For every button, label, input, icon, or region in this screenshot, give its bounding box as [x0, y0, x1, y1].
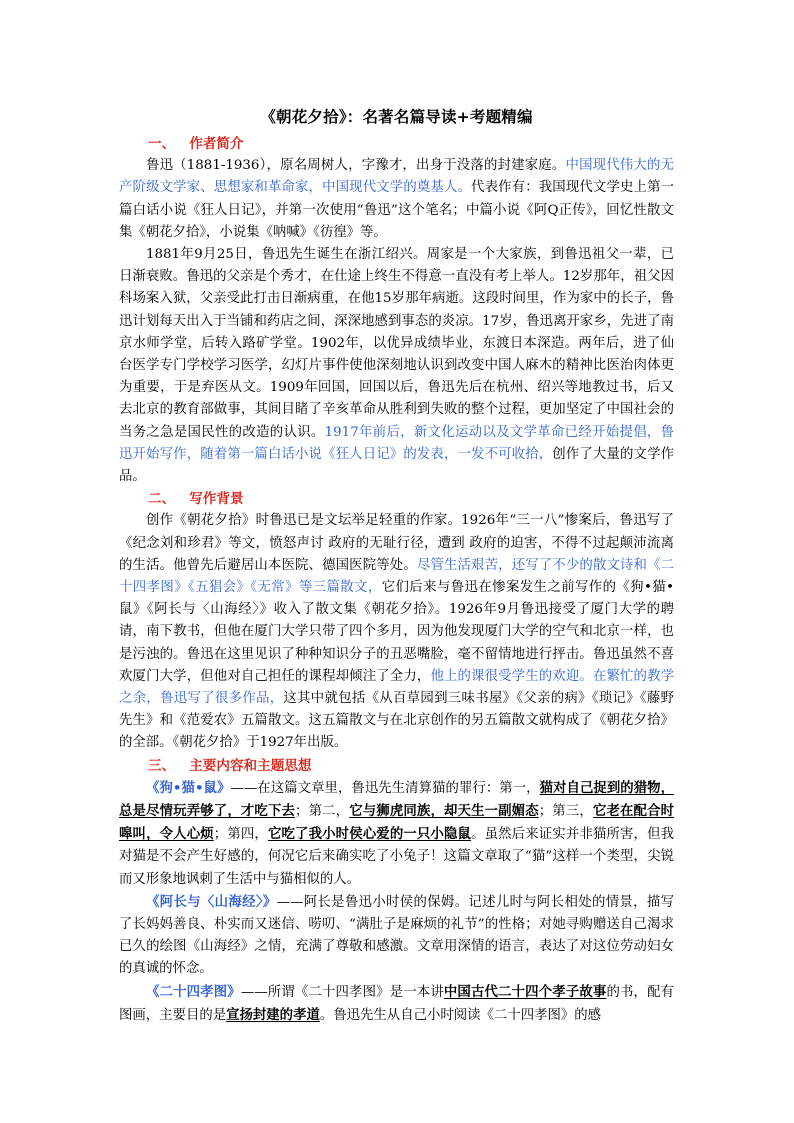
- text-run: 的书，配有图画，主要目的是: [119, 984, 675, 1023]
- text-run: 。鲁迅先生从自己小时阅读《二十四孝图》的感: [319, 1007, 602, 1023]
- essay-title: 《二十四孝图》: [146, 983, 241, 1000]
- underlined-text: 宣扬封建的孝道: [226, 1006, 320, 1023]
- text-run: 。虽然后来证实并非猫所害，但我对猫是不会产生好感的，何况它后来确实吃了小兔子！这篇文章取了“猫”这样一个类型，尖锐而又形象地讽刺了生活中与猫相似的人。: [119, 827, 675, 887]
- paragraph: [119, 155, 674, 244]
- page-title: 《朝花夕拾》：名著名篇导读+考题精编: [260, 108, 533, 126]
- text-run: 1881年9月25日，鲁迅先生诞生在浙江绍兴。周家是一个大家族，到鲁迅祖父一辈，已日渐衰败。鲁迅的父亲是个秀才，在仕途上终生不得意一直没有考上举人。12岁那年，祖父因科场案入狱，父亲受此打击日渐病重，在他15岁那年病逝。这段时间里，作为家中的长子，鲁迅计划每天出入于当铺和药店之间，深深地感到事态的炎凉。17岁，鲁迅离开家乡，先进了南京水师学堂，后转入路矿学堂。1902年，以优异成绩毕业，东渡日本深造。两年后，进了仙台医学专门学校学习医学，幻灯片事件使他深刻地认识到改变中国人麻木的精神比医治肉体更为重要，于是弃医从文。1909年回国，回国以后，鲁迅先后在杭州、绍兴等地教过书，后又去北京的教育部做事，其间目睹了辛亥革命从胜利到失败的整个过程，更加坚定了中国社会的当务之急是国民性的改造的认识。: [119, 247, 674, 440]
- text-run: ——阿长是鲁迅小时侯的保姆。记述儿时与阿长相处的情景，描写了长妈妈善良、朴实而又迷信、唠叨、“满肚子是麻烦的礼节”的性格；对她寻购赠送自己渴求已久的绘图《山海经》之情，充满了尊敬和感激。文章用深情的语言，表达了对这位劳动妇女的真诚的怀念。: [119, 894, 674, 977]
- document-page: [119, 103, 674, 1027]
- section-heading-content: [119, 755, 674, 777]
- paragraph: [119, 891, 674, 981]
- text-run: ；第四，: [213, 827, 268, 843]
- underlined-text: 猫对自己捉到的猎物，总是尽情玩弄够了，才吃下去: [119, 779, 675, 820]
- text-run: 鲁迅（1881-1936），原名周树人，字豫才，出身于没落的封建家庭。: [146, 158, 566, 174]
- text-run: 代表作有：我国现代文学史上第一篇白话小说《狂人日记》，并第一次使用“鲁迅”这个笔名；中篇小说《阿Q正传》，回忆性散文集《朝花夕拾》，小说集《呐喊》《彷徨》等。: [119, 180, 674, 240]
- highlighted-text: 中国现代伟大的无产阶级文学家、思想家和革命家，中国现代文学的奠基人。: [119, 158, 674, 196]
- underlined-text: 中国古代二十四个孝子故事: [443, 983, 607, 1000]
- section-label: 写作背景: [189, 491, 244, 508]
- essay-title: 《阿长与〈山海经〉》: [146, 893, 277, 910]
- section-number: 三、: [148, 757, 176, 774]
- text-run: ；第三，: [538, 804, 593, 820]
- highlighted-text: 尽管生活艰苦，还写了不少的散文诗和《二十四孝图》《五猖会》《无常》等三篇散文，: [119, 557, 675, 596]
- section-heading-background: [119, 488, 674, 510]
- essay-title: 《狗•猫•鼠》: [146, 779, 231, 796]
- text-run: ——所谓《二十四孝图》是一本讲: [240, 984, 444, 1000]
- paragraph: [119, 981, 674, 1027]
- section-number: 二、: [148, 491, 176, 508]
- text-run: ；第二，: [295, 804, 350, 820]
- paragraph: [119, 777, 674, 891]
- paragraph: [119, 244, 674, 488]
- underlined-text: 它老在配合时嗥叫，令人心烦: [119, 803, 675, 843]
- text-run: 创作《朝花夕拾》时鲁迅已是文坛举足轻重的作家。1926年“三一八”惨案后，鲁迅写了《纪念刘和珍君》等文，愤怒声讨 政府的无耻行径，遭到 政府的迫害，不得不过起颠沛流离的生活。他曾先后避居山本医院、德国医院等处。: [119, 513, 674, 573]
- paragraph: [119, 510, 674, 754]
- section-label: 作者简介: [189, 136, 244, 152]
- section-heading-author: [119, 133, 674, 155]
- text-run: ——在这篇文章里，鲁迅先生清算猫的罪行：第一，: [230, 780, 540, 796]
- section-number: 一、: [148, 136, 176, 152]
- text-run: 它们后来与鲁迅在惨案发生之前写作的《狗•猫•鼠》《阿长与〈山海经〉》收入了散文集《朝花夕拾》。1926年9月鲁迅接受了厦门大学的聘请，南下教书，但他在厦门大学只带了四个多月，因为他发现厦门大学的空气和北京一样，也是污浊的。鲁迅在这里见识了种种知识分子的丑恶嘴脸，毫不留情地进行抨击。鲁迅虽然不喜欢厦门大学，但他对自己担任的课程却倾注了全力，: [119, 580, 675, 684]
- underlined-text: 它与狮虎同族，却天生一副媚态: [349, 803, 539, 820]
- text-run: 创作了大量的文学作品。: [119, 446, 675, 485]
- text-run: 这其中就包括《从百草园到三味书屋》《父亲的病》《琐记》《藤野先生》和《范爱农》五篇散文。这五篇散文与在北京创作的另五篇散文就构成了《朝花夕拾》的全部。《朝花夕拾》于1927年出版。: [119, 691, 674, 751]
- highlighted-text: 他上的课很受学生的欢迎。在繁忙的教学之余，鲁迅写了很多作品，: [119, 668, 675, 707]
- section-label: 主要内容和主题思想: [189, 757, 312, 774]
- highlighted-text: 1917年前后，新文化运动以及文学革命已经开始提倡，鲁迅开始写作，随着第一篇白话小说《狂人日记》的发表，一发不可收拾，: [119, 424, 675, 462]
- underlined-text: 它吃了我小时侯心爱的一只小隐鼠: [267, 826, 472, 843]
